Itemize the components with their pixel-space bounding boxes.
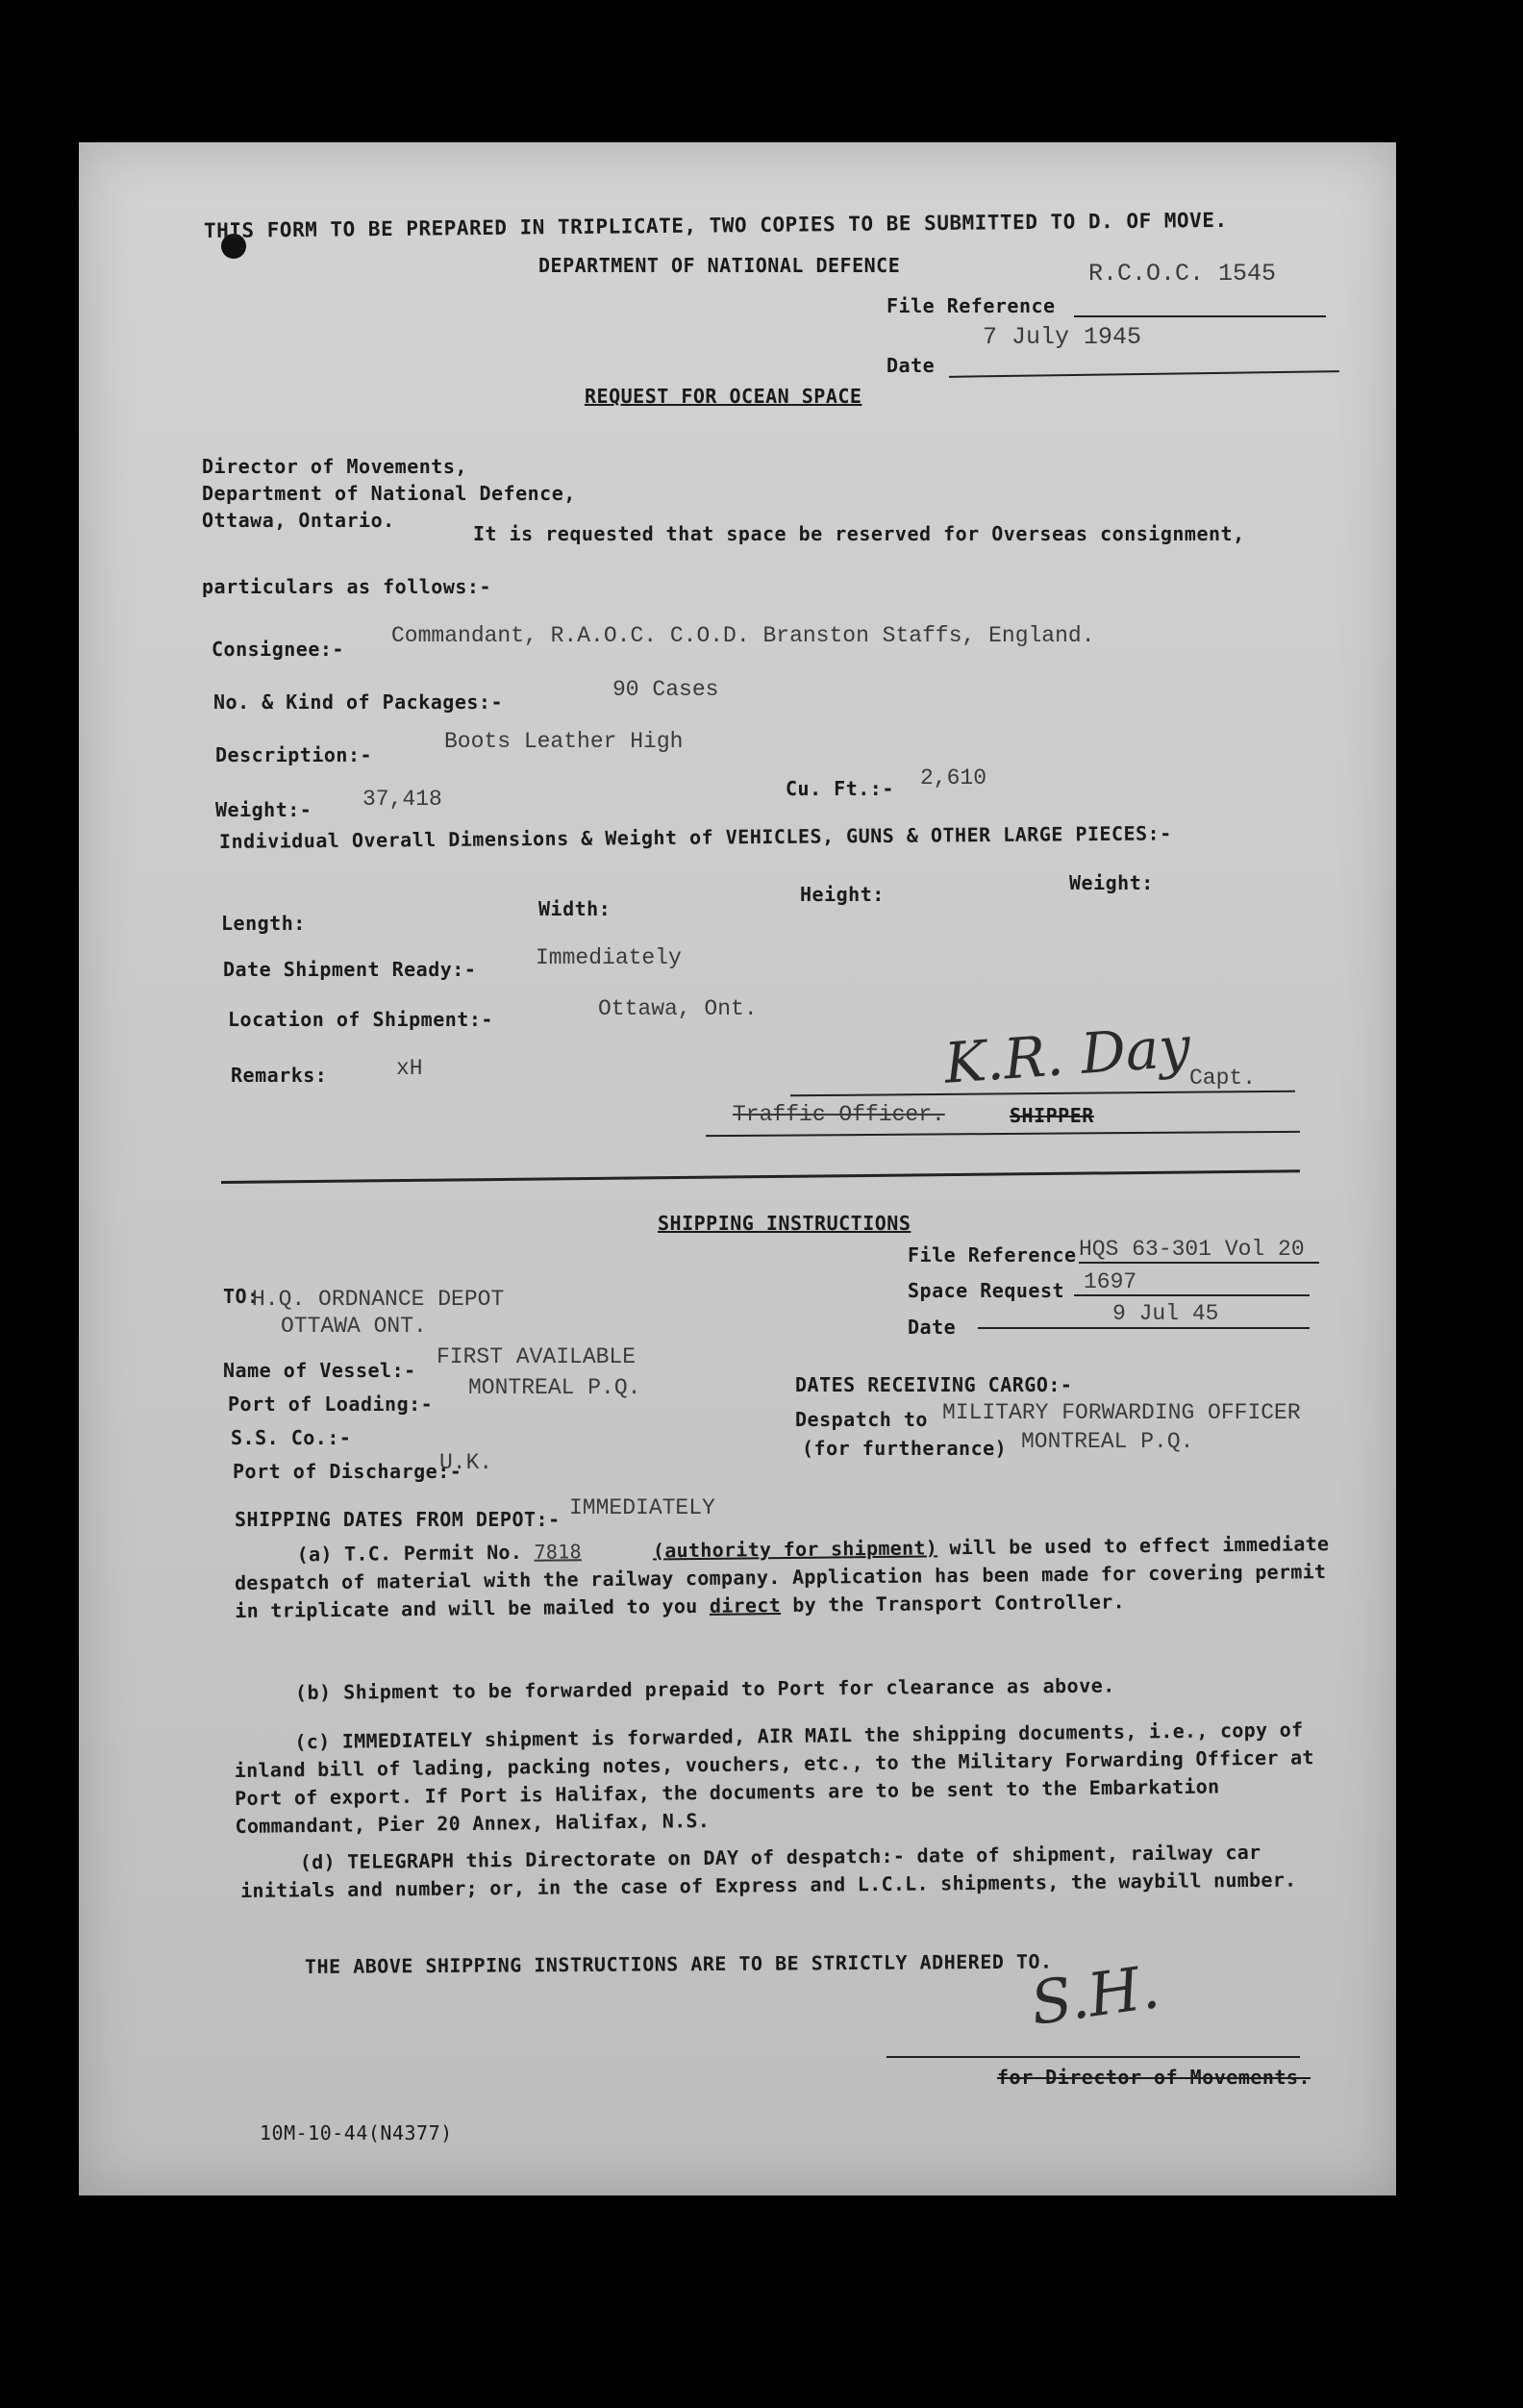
document-page [79, 142, 1396, 2195]
request-text-2: particulars as follows:- [202, 575, 491, 598]
location-label: Location of Shipment:- [228, 1008, 493, 1031]
paragraph-b: (b) Shipment to be forwarded prepaid to Port for clearance as above. [294, 1673, 1115, 1704]
shipper-label: SHIPPER [1010, 1104, 1094, 1127]
weight-label: Weight:- [215, 798, 312, 821]
port-loading-label: Port of Loading:- [228, 1392, 434, 1416]
paragraph-c: (c) IMMEDIATELY shipment is forwarded, AIR MAIL the shipping documents, i.e., copy of inland bill of lading, packing notes, vouchers, etc., to the Military Forwarding Officer at Port of export. If Port is Halifax, the documents are to be sent to the Embarkation Commandant, Pier 20 Annex, Halifax, N.S. [234, 1718, 1314, 1838]
description-label: Description:- [215, 743, 373, 766]
ship-date-label: Date [908, 1316, 957, 1339]
packages-value: 90 Cases [612, 677, 719, 702]
description-value: Boots Leather High [444, 729, 684, 754]
section-divider [221, 1169, 1300, 1184]
remarks-value: xH [396, 1056, 423, 1081]
remarks-label: Remarks: [231, 1064, 328, 1087]
ship-date-value: 9 Jul 45 [1112, 1301, 1219, 1326]
shipping-title: SHIPPING INSTRUCTIONS [658, 1212, 911, 1235]
length-label: Length: [221, 912, 306, 935]
file-reference-label: File Reference [886, 294, 1056, 317]
cuft-label: Cu. Ft.:- [786, 777, 894, 800]
port-discharge-value: U.K. [439, 1450, 493, 1475]
vessel-value: FIRST AVAILABLE [437, 1344, 637, 1369]
dimensions-label: Individual Overall Dimensions & Weight of VEHICLES, GUNS & OTHER LARGE PIECES:- [218, 821, 1172, 853]
weight2-label: Weight: [1069, 871, 1154, 894]
despatch-label: Despatch to [795, 1408, 928, 1431]
ssco-label: S.S. Co.:- [231, 1426, 352, 1449]
space-request-value: 1697 [1084, 1269, 1137, 1294]
to-line-1: H.Q. ORDNANCE DEPOT [252, 1287, 505, 1312]
form-code: 10M-10-44(N4377) [260, 2121, 453, 2145]
shipping-dates-label: SHIPPING DATES FROM DEPOT:- [235, 1508, 561, 1531]
paragraph-a: (a) T.C. Permit No. 7818 (authority for shipment) will be used to effect immediate despatch of material with the railway company. Application has been made for covering permit in triplicate and will be mailed to you direct by the Transport Controller. [234, 1532, 1330, 1622]
addressee-line-1: Director of Movements, [202, 455, 467, 478]
shipper-signature: K.R. Day [941, 1014, 1193, 1096]
dates-receiving-label: DATES RECEIVING CARGO:- [795, 1373, 1073, 1396]
shipper-rank: Capt. [1189, 1066, 1257, 1091]
director-signature: S.H. [1026, 1951, 1164, 2039]
width-label: Width: [538, 897, 612, 920]
date-label: Date [886, 354, 936, 377]
height-label: Height: [800, 883, 885, 906]
file-reference-value: R.C.O.C. 1545 [1088, 260, 1277, 288]
permit-number: 7818 [534, 1540, 583, 1564]
port-discharge-label: Port of Discharge:- [233, 1460, 462, 1483]
ship-file-ref-value: HQS 63-301 Vol 20 [1079, 1237, 1305, 1262]
closing-instruction: THE ABOVE SHIPPING INSTRUCTIONS ARE TO BE STRICTLY ADHERED TO. [304, 1949, 1053, 1978]
traffic-officer: Traffic Officer. [733, 1102, 945, 1127]
form-instruction: THIS FORM TO BE PREPARED IN TRIPLICATE, TWO COPIES TO BE SUBMITTED TO D. OF MOVE. [203, 208, 1228, 242]
cuft-value: 2,610 [920, 765, 987, 790]
despatch-value: MILITARY FORWARDING OFFICER [942, 1400, 1301, 1425]
packages-label: No. & Kind of Packages:- [213, 690, 503, 714]
space-request-label: Space Request [908, 1279, 1065, 1302]
location-value: Ottawa, Ont. [598, 996, 758, 1021]
for-director: for Director of Movements. [997, 2066, 1311, 2089]
consignee-value: Commandant, R.A.O.C. C.O.D. Branston Staffs, England. [391, 623, 1095, 648]
department-heading: DEPARTMENT OF NATIONAL DEFENCE [538, 254, 901, 277]
paragraph-d: (d) TELEGRAPH this Directorate on DAY of despatch:- date of shipment, railway car initials and number; or, in the case of Express and L.C.L. shipments, the waybill number. [240, 1840, 1297, 1902]
furtherance-value: MONTREAL P.Q. [1021, 1429, 1194, 1454]
ready-value: Immediately [536, 945, 682, 970]
ship-file-ref-label: File Reference [908, 1243, 1077, 1267]
date-value: 7 July 1945 [983, 323, 1142, 351]
to-label: TO: [223, 1285, 260, 1308]
furtherance-label: (for furtherance) [802, 1437, 1008, 1460]
shipping-dates-value: IMMEDIATELY [569, 1495, 715, 1520]
weight-value: 37,418 [362, 787, 442, 812]
port-loading-value: MONTREAL P.Q. [468, 1375, 641, 1400]
consignee-label: Consignee:- [212, 638, 344, 661]
addressee-line-3: Ottawa, Ontario. [202, 509, 395, 532]
addressee-line-2: Department of National Defence, [202, 482, 576, 505]
form-title: REQUEST FOR OCEAN SPACE [585, 385, 862, 408]
request-text-1: It is requested that space be reserved for Overseas consignment, [473, 522, 1245, 545]
ready-label: Date Shipment Ready:- [223, 958, 477, 981]
vessel-label: Name of Vessel:- [223, 1359, 416, 1382]
to-line-2: OTTAWA ONT. [281, 1314, 427, 1339]
